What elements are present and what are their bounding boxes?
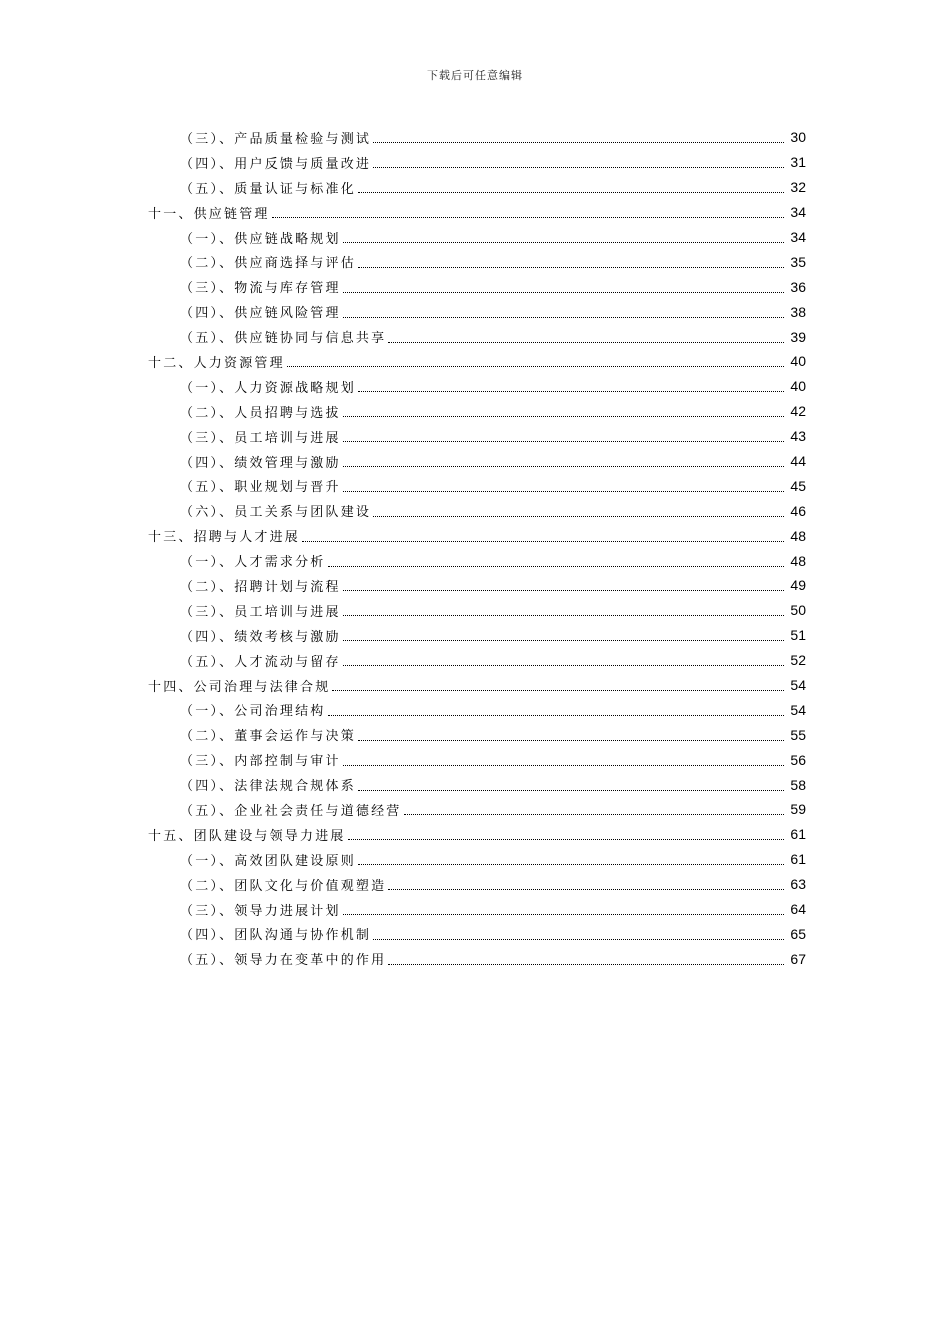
toc-entry-row xyxy=(180,601,806,620)
toc-entry-row xyxy=(180,800,806,819)
toc-entry-title: （一）、高效团队建设原则 xyxy=(180,853,356,869)
toc-dot-leader xyxy=(358,266,784,268)
toc-section-entry[interactable] xyxy=(0,324,950,349)
toc-entry-title: （三）、产品质量检验与测试 xyxy=(180,131,372,147)
toc-entry-row xyxy=(180,178,806,197)
toc-entry-title: 十三、招聘与人才进展 xyxy=(148,530,301,546)
toc-dot-leader xyxy=(373,166,784,168)
toc-entry-row xyxy=(180,277,806,296)
toc-dot-leader xyxy=(343,664,784,666)
toc-dot-leader xyxy=(404,813,784,815)
toc-section-entry[interactable] xyxy=(0,598,950,623)
toc-dot-leader xyxy=(343,241,784,243)
toc-entry-title: （四）、法律法规合规体系 xyxy=(180,779,356,795)
toc-entry-title: （一）、人力资源战略规划 xyxy=(180,380,356,396)
toc-page-number: 31 xyxy=(790,154,806,171)
toc-page-number: 36 xyxy=(790,278,806,295)
toc-page-number: 56 xyxy=(790,751,806,768)
toc-page-number: 50 xyxy=(790,602,806,619)
toc-entry-title: （三）、领导力进展计划 xyxy=(180,903,341,919)
toc-dot-leader xyxy=(343,316,784,318)
toc-section-entry[interactable] xyxy=(0,374,950,399)
toc-chapter-entry[interactable] xyxy=(0,349,950,374)
table-of-contents xyxy=(0,125,950,971)
toc-page-number: 59 xyxy=(790,801,806,818)
toc-page-number: 48 xyxy=(790,552,806,569)
toc-page-number: 63 xyxy=(790,876,806,893)
toc-entry-title: （三）、物流与库存管理 xyxy=(180,281,341,297)
toc-dot-leader xyxy=(343,465,784,467)
toc-page-number: 30 xyxy=(790,129,806,146)
toc-entry-row xyxy=(180,501,806,520)
toc-entry-title: 十二、人力资源管理 xyxy=(148,355,285,371)
toc-page-number: 32 xyxy=(790,179,806,196)
toc-entry-title: （五）、人才流动与留存 xyxy=(180,654,341,670)
toc-section-entry[interactable] xyxy=(0,449,950,474)
toc-section-entry[interactable] xyxy=(0,747,950,772)
toc-section-entry[interactable] xyxy=(0,772,950,797)
toc-entry-title: （五）、领导力在变革中的作用 xyxy=(180,953,387,969)
toc-page-number: 34 xyxy=(790,204,806,221)
toc-entry-row xyxy=(180,850,806,869)
toc-dot-leader xyxy=(373,938,784,940)
toc-dot-leader xyxy=(343,415,784,417)
toc-entry-title: （五）、质量认证与标准化 xyxy=(180,181,356,197)
toc-entry-title: （四）、用户反馈与质量改进 xyxy=(180,156,372,172)
toc-page-number: 54 xyxy=(790,701,806,718)
toc-section-entry[interactable] xyxy=(0,125,950,150)
toc-page-number: 54 xyxy=(790,677,806,694)
toc-dot-leader xyxy=(358,863,784,865)
toc-dot-leader xyxy=(358,390,784,392)
toc-section-entry[interactable] xyxy=(0,150,950,175)
toc-section-entry[interactable] xyxy=(0,573,950,598)
toc-section-entry[interactable] xyxy=(0,424,950,449)
toc-page-number: 44 xyxy=(790,453,806,470)
toc-entry-title: 十五、团队建设与领导力进展 xyxy=(148,828,346,844)
toc-dot-leader xyxy=(343,589,784,591)
toc-entry-title: （一）、人才需求分析 xyxy=(180,555,326,571)
toc-section-entry[interactable] xyxy=(0,872,950,897)
toc-section-entry[interactable] xyxy=(0,498,950,523)
toc-section-entry[interactable] xyxy=(0,473,950,498)
toc-entry-title: 十一、供应链管理 xyxy=(148,206,270,222)
toc-entry-title: （五）、职业规划与晋升 xyxy=(180,480,341,496)
toc-entry-title: （三）、员工培训与进展 xyxy=(180,604,341,620)
toc-entry-row xyxy=(180,551,806,570)
toc-section-entry[interactable] xyxy=(0,399,950,424)
toc-entry-row xyxy=(148,352,806,371)
toc-page-number: 34 xyxy=(790,229,806,245)
toc-entry-row xyxy=(180,725,806,744)
toc-entry-title: （二）、董事会运作与决策 xyxy=(180,729,356,745)
toc-entry-row xyxy=(180,700,806,719)
toc-section-entry[interactable] xyxy=(0,623,950,648)
toc-dot-leader xyxy=(358,191,784,193)
toc-chapter-entry[interactable] xyxy=(0,673,950,698)
toc-dot-leader xyxy=(343,639,784,641)
toc-section-entry[interactable] xyxy=(0,249,950,274)
toc-entry-row xyxy=(180,228,806,247)
toc-entry-title: （一）、供应链战略规划 xyxy=(180,231,341,247)
toc-entry-title: （四）、供应链风险管理 xyxy=(180,306,341,322)
toc-dot-leader xyxy=(332,689,784,691)
toc-section-entry[interactable] xyxy=(0,847,950,872)
toc-page-number: 58 xyxy=(790,776,806,793)
toc-page-number: 49 xyxy=(790,577,806,594)
toc-section-entry[interactable] xyxy=(0,922,950,947)
toc-dot-leader xyxy=(388,963,784,965)
toc-section-entry[interactable] xyxy=(0,722,950,747)
toc-entry-title: 十四、公司治理与法律合规 xyxy=(148,679,331,695)
toc-section-entry[interactable] xyxy=(0,225,950,250)
toc-entry-title: （五）、企业社会责任与道德经营 xyxy=(180,803,402,819)
toc-entry-title: （五）、供应链协同与信息共享 xyxy=(180,331,387,347)
toc-page-number: 40 xyxy=(790,353,806,370)
toc-entry-row xyxy=(180,476,806,495)
toc-dot-leader xyxy=(343,614,784,616)
toc-dot-leader xyxy=(343,913,784,915)
toc-entry-row xyxy=(180,302,806,321)
toc-entry-row xyxy=(180,427,806,446)
toc-entry-row xyxy=(180,924,806,943)
toc-dot-leader xyxy=(328,565,784,567)
toc-entry-row xyxy=(180,949,806,968)
toc-entry-row xyxy=(180,252,806,271)
toc-entry-row xyxy=(180,128,806,147)
toc-entry-row xyxy=(180,576,806,595)
toc-section-entry[interactable] xyxy=(0,897,950,922)
toc-dot-leader xyxy=(358,739,784,741)
toc-entry-row xyxy=(148,825,806,844)
toc-entry-row xyxy=(180,452,806,471)
toc-entry-row xyxy=(180,626,806,645)
toc-dot-leader xyxy=(328,714,784,716)
toc-chapter-entry[interactable] xyxy=(0,822,950,847)
toc-entry-row xyxy=(180,327,806,346)
toc-chapter-entry[interactable] xyxy=(0,523,950,548)
toc-dot-leader xyxy=(373,515,784,517)
toc-dot-leader xyxy=(343,291,784,293)
toc-dot-leader xyxy=(358,789,784,791)
toc-entry-row xyxy=(180,651,806,670)
toc-page-number: 67 xyxy=(790,950,806,967)
toc-entry-row xyxy=(148,676,806,695)
toc-page-number: 65 xyxy=(790,925,806,942)
toc-page-number: 35 xyxy=(790,253,806,270)
toc-entry-title: （一）、公司治理结构 xyxy=(180,704,326,720)
toc-page-number: 39 xyxy=(790,328,806,345)
toc-page-number: 40 xyxy=(790,378,806,395)
toc-page-number: 45 xyxy=(790,477,806,494)
toc-dot-leader xyxy=(343,764,784,766)
toc-entry-row xyxy=(180,875,806,894)
toc-section-entry[interactable] xyxy=(0,797,950,822)
toc-section-entry[interactable] xyxy=(0,175,950,200)
toc-dot-leader xyxy=(287,365,784,367)
toc-entry-title: （二）、招聘计划与流程 xyxy=(180,579,341,595)
toc-dot-leader xyxy=(388,888,784,890)
toc-dot-leader xyxy=(343,490,784,492)
toc-page-number: 42 xyxy=(790,403,806,420)
toc-entry-row xyxy=(148,526,806,545)
toc-entry-row xyxy=(180,153,806,172)
toc-entry-title: （二）、团队文化与价值观塑造 xyxy=(180,878,387,894)
toc-page-number: 51 xyxy=(790,627,806,644)
toc-entry-title: （三）、内部控制与审计 xyxy=(180,754,341,770)
toc-section-entry[interactable] xyxy=(0,946,950,971)
toc-entry-title: （三）、员工培训与进展 xyxy=(180,430,341,446)
toc-dot-leader xyxy=(343,440,784,442)
toc-section-entry[interactable] xyxy=(0,274,950,299)
toc-entry-title: （四）、绩效考核与激励 xyxy=(180,629,341,645)
toc-page-number: 48 xyxy=(790,527,806,544)
toc-page-number: 61 xyxy=(790,826,806,843)
toc-entry-title: （二）、人员招聘与选拔 xyxy=(180,405,341,421)
toc-page-number: 55 xyxy=(790,726,806,743)
toc-entry-title: （二）、供应商选择与评估 xyxy=(180,256,356,272)
toc-dot-leader xyxy=(272,216,784,218)
toc-entry-row xyxy=(180,775,806,794)
page-header: 下载后可任意编辑 xyxy=(427,69,523,82)
toc-dot-leader xyxy=(373,141,784,143)
toc-page-number: 46 xyxy=(790,502,806,519)
toc-entry-row xyxy=(180,377,806,396)
toc-entry-title: （六）、员工关系与团队建设 xyxy=(180,505,372,521)
toc-page-number: 43 xyxy=(790,428,806,445)
toc-page-number: 38 xyxy=(790,303,806,320)
toc-section-entry[interactable] xyxy=(0,697,950,722)
toc-section-entry[interactable] xyxy=(0,648,950,673)
toc-entry-row xyxy=(180,900,806,919)
toc-dot-leader xyxy=(302,540,784,542)
toc-entry-title: （四）、绩效管理与激励 xyxy=(180,455,341,471)
toc-dot-leader xyxy=(388,341,784,343)
toc-page-number: 61 xyxy=(790,851,806,868)
toc-page-number: 52 xyxy=(790,652,806,669)
toc-dot-leader xyxy=(348,838,784,840)
toc-entry-row xyxy=(180,402,806,421)
toc-entry-row xyxy=(148,203,806,222)
toc-entry-row xyxy=(180,750,806,769)
toc-page-number: 64 xyxy=(790,901,806,918)
toc-section-entry[interactable] xyxy=(0,548,950,573)
toc-section-entry[interactable] xyxy=(0,299,950,324)
toc-chapter-entry[interactable] xyxy=(0,200,950,225)
toc-entry-title: （四）、团队沟通与协作机制 xyxy=(180,928,372,944)
